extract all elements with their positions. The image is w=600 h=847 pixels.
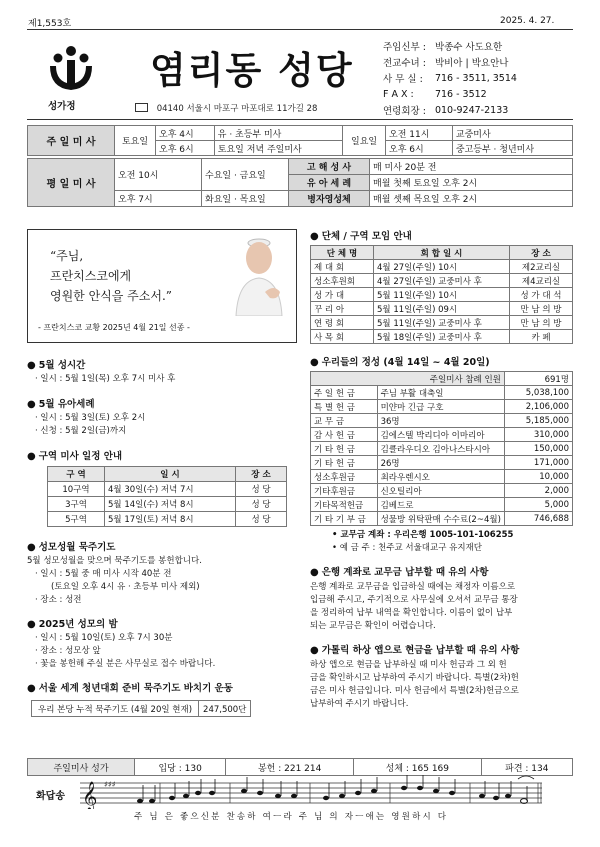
section-bank-notice: ● 은행 계좌로 교무금 납부할 때 유의 사항 [310,567,489,578]
table-cell: 주님 부활 대축일 [377,386,504,400]
table-cell: 성물방 위탁판매 수수료(2~4월) [377,512,504,526]
table-row [311,400,573,414]
contact-value: 박비아 | 박요안나 [434,58,509,69]
bank-notice-text [310,581,573,633]
section-title: 단체 / 구역 모임 안내 [321,231,412,242]
table-cell: 성소후원금 [311,470,378,484]
section-mary-night: ● 2025년 성모의 밤 [27,619,118,630]
holy-family-icon [45,44,97,94]
table-row [48,482,287,497]
hymn-communion: 성체 : 165 169 [353,759,481,776]
section-title: 5월 성시간 [38,360,86,371]
mass-desc: 중고등부 · 청년미사 [452,141,572,156]
column-header: 구 역 [48,467,105,482]
rosary-intro: 5월 성모성월을 맞으며 묵주기도를 봉헌합니다. [27,556,202,566]
section-groups: ● 단체 / 구역 모임 안내 [310,231,412,242]
table-cell: 5,000 [504,498,572,512]
mass-time: 오후 4시 [156,126,215,141]
table-cell: 4월 27일(주일) 교중미사 후 [374,274,510,288]
table-cell: 성 당 [236,497,287,512]
paragraph-line: 을 정리하여 납부 내역을 확인합니다. 이름이 없이 납부 [310,608,513,618]
list-item: · 일시 : 5월 1일(목) 오후 7시 미사 후 [35,374,176,384]
section-title: 구역 미사 일정 안내 [38,451,123,462]
paragraph-line: 되는 교무금은 확인이 어렵습니다. [310,621,436,631]
table-row [311,456,573,470]
table-cell: 4월 27일(주일) 10시 [374,260,510,274]
sunday-label: 일요일 [343,126,386,156]
offerings-table [310,371,573,526]
table-cell: 김베드로 [377,498,504,512]
left-column [27,357,295,717]
mass-desc: 토요일 저녁 주일미사 [214,141,342,156]
address [135,102,317,114]
table-cell: 5구역 [48,512,105,527]
column-header: 일 시 [105,467,236,482]
paragraph-line: 은행 계좌로 교무금을 입금하실 때에는 채정자 이름으로 [310,582,516,592]
cash-notice-text [310,659,573,711]
sunday-mass-label: 주 일 미 사 [28,126,115,156]
contact-label: 주임신부 : [383,42,426,53]
table-cell: 5,185,000 [504,414,572,428]
table-cell: 꾸 리 아 [311,302,374,316]
special-value: 매월 셋째 목요일 오후 2시 [370,191,573,207]
wyd-rosary-count [31,700,251,717]
section-title: 2025년 성모의 밤 [38,619,118,630]
table-cell: 미얀마 긴급 구호 [377,400,504,414]
logo-caption: 성가정 [48,101,76,112]
address-text: 04140 서울시 마포구 마포대로 11가길 28 [156,104,318,114]
mass-desc: 교중미사 [452,126,572,141]
groups-table [310,245,573,344]
table-cell: 사 목 회 [311,330,374,344]
table-cell: 교 무 금 [311,414,378,428]
table-row [311,442,573,456]
table-row [311,470,573,484]
table-row [311,512,573,526]
holy-family-logo [45,44,97,94]
table-row [311,330,573,344]
mass-time: 오전 11시 [386,126,453,141]
paragraph-line: 금은 미사 헌금입니다. 미사 헌금에서 특별(2차)헌금으로 [310,686,519,696]
account-info: • 교무금 계좌 : 우리은행 1005-101-106255 [332,530,514,540]
table-cell: 기 타 헌 금 [311,456,378,470]
quote-box [27,229,297,343]
table-row [311,428,573,442]
table-cell: 감 사 헌 금 [311,428,378,442]
contact-value: 010-9247-2133 [434,104,509,116]
list-item: · 장소 : 성전 [35,595,82,605]
contact-label: F A X : [383,88,414,100]
section-title: 5월 유아세례 [38,399,95,410]
right-column [310,228,573,711]
table-cell: 10구역 [48,482,105,497]
pope-portrait-icon [228,234,290,316]
mass-time: 오후 6시 [386,141,453,156]
section-rosary: ● 성모성월 묵주기도 [27,542,116,553]
table-cell: 2,106,000 [504,400,572,414]
table-cell: 310,000 [504,428,572,442]
music-staff-icon [80,775,542,809]
quote-line: 영원한 안식을 주소서.” [50,289,172,303]
table-cell: 성 당 [236,482,287,497]
weekday-time: 오후 7시 [115,191,202,207]
table-cell: 26명 [377,456,504,470]
table-cell: 주 일 헌 금 [311,386,378,400]
table-cell: 5,038,100 [504,386,572,400]
quote-caption: - 프란치스코 교황 2025년 4월 21일 선종 - [38,323,190,332]
hymn-list [27,758,573,776]
table-cell: 김에스텔 박리디아 이마리아 [377,428,504,442]
list-item: · 일시 : 5월 10일(토) 오후 7시 30분 [35,633,173,643]
section-title: 우리들의 정성 (4월 14일 ~ 4월 20일) [321,357,490,368]
paragraph-line: 납부하여 주시기 바랍니다. [310,699,409,709]
table-row [311,498,573,512]
weekday-mass-label: 평 일 미 사 [28,159,115,207]
account-holder: • 예 금 주 : 천주교 서울대교구 유지재단 [332,543,482,553]
special-value: 매 미사 20분 전 [370,159,573,175]
section-title: 서울 세계 청년대회 준비 묵주기도 바치기 운동 [38,683,233,694]
table-cell: 기타목적헌금 [311,498,378,512]
table-cell: 5월 18일(주일) 교중미사 후 [374,330,510,344]
column-header: 단 체 명 [311,246,374,260]
paragraph-line: 입금해 주시고, 주기적으로 사무실에 오셔서 교무금 통장 [310,595,518,605]
table-cell: 746,688 [504,512,572,526]
table-cell: 성 당 [236,512,287,527]
section-title: 성모성월 묵주기도 [38,542,116,553]
column-header: 장 소 [236,467,287,482]
response-psalm-label: 화답송 [36,791,65,802]
header-rule [27,119,573,120]
mass-time: 오후 6시 [156,141,215,156]
table-cell: 카 페 [510,330,573,344]
table-row [48,512,287,527]
section-district-mass: ● 구역 미사 일정 안내 [27,451,123,462]
table-row [311,414,573,428]
music-staff [80,775,542,809]
section-title: 가톨릭 하상 앱으로 현금을 납부할 때 유의 사항 [321,645,520,656]
table-row [311,386,573,400]
list-item: · 일시 : 5월 3일(토) 오후 2시 [35,413,146,423]
table-cell: 특 별 헌 금 [311,400,378,414]
section-infant-baptism: ● 5월 유아세례 [27,399,95,410]
table-row [311,288,573,302]
mass-schedule [27,125,573,207]
svg-text:𝄞: 𝄞 [82,782,98,809]
table-cell: 기타후원금 [311,484,378,498]
weekday-days: 화요일 · 목요일 [202,191,289,207]
table-cell: 연 령 회 [311,316,374,330]
special-value: 매월 첫째 토요일 오후 2시 [370,175,573,191]
table-cell: 제2교리실 [510,260,573,274]
top-rule [27,29,573,30]
table-cell: 제4교리실 [510,274,573,288]
contact-label: 전교수녀 : [383,58,426,69]
issue-number: 제1,553호 [28,19,72,29]
rosary-count-label: 우리 본당 누적 묵주기도 (4월 20일 현재) [32,701,199,717]
special-label: 유 아 세 례 [289,175,370,191]
saturday-label: 토요일 [115,126,156,156]
table-cell: 36명 [377,414,504,428]
district-mass-table [47,466,287,527]
issue-date: 2025. 4. 27. [500,16,555,26]
parish-name: 염리동 성당 [150,49,354,92]
quote-line: “주님, [50,249,84,263]
table-cell: 김클라우디오 김아나스타시아 [377,442,504,456]
table-row [311,274,573,288]
list-item: · 장소 : 성모상 앞 [35,646,101,656]
weekday-time: 오전 10시 [115,159,202,191]
hymn-entrance: 입당 : 130 [135,759,226,776]
svg-text:♯♯♯: ♯♯♯ [104,780,116,789]
table-cell: 5월 17일(토) 저녁 8시 [105,512,236,527]
attendance-value: 691명 [504,372,572,386]
section-title: 은행 계좌로 교무금 납부할 때 유의 사항 [321,567,489,578]
contact-value: 716 - 3511, 3514 [434,72,517,84]
quote-line: 프란치스코에게 [50,269,132,283]
hymn-offertory: 봉헌 : 221 214 [226,759,354,776]
pope-portrait [228,234,290,316]
table-cell: 만 남 의 방 [510,302,573,316]
table-cell: 5월 11일(주일) 10시 [374,288,510,302]
column-header: 회 합 일 시 [374,246,510,260]
psalm-lyrics: 주 님 은 좋으신분 찬송하 여ㅡ라 주 님 의 자ㅡ애는 영원하시 다 [134,812,449,822]
hymn-recessional: 파견 : 134 [481,759,572,776]
section-may-holy-hour: ● 5월 성시간 [27,360,86,371]
list-item: · 신청 : 5월 2일(금)까지 [35,426,127,436]
mail-icon [135,103,148,112]
special-label: 병자영성체 [289,191,370,207]
contact-list [383,38,520,118]
table-cell: 10,000 [504,470,572,484]
table-cell: 5월 11일(주일) 09시 [374,302,510,316]
table-cell: 3구역 [48,497,105,512]
table-cell: 171,000 [504,456,572,470]
table-cell: 기 타 기 부 금 [311,512,378,526]
table-cell: 4월 30일(수) 저녁 7시 [105,482,236,497]
quote-text [50,246,172,306]
contact-value: 716 - 3512 [434,88,487,100]
table-row [311,302,573,316]
table-cell: 성소후원회 [311,274,374,288]
table-cell: 신오틸리아 [377,484,504,498]
list-item: (토요일 오후 4시 유 · 초등부 미사 제외) [51,582,200,592]
special-label: 고 해 성 사 [289,159,370,175]
paragraph-line: 금을 확인하시고 납부하여 주시기 바랍니다. 특별(2차)헌 [310,673,519,683]
table-cell: 제 대 회 [311,260,374,274]
contact-label: 연령회장 : [383,106,426,117]
table-cell: 성 가 대 석 [510,288,573,302]
rosary-count-value: 247,500단 [199,701,251,717]
contact-label: 사 무 실 : [383,74,423,85]
mass-desc: 유 · 초등부 미사 [214,126,342,141]
section-offerings: ● 우리들의 정성 (4월 14일 ~ 4월 20일) [310,357,490,368]
weekday-days: 수요일 · 금요일 [202,159,289,191]
table-cell: 최라우렌시오 [377,470,504,484]
table-row [311,484,573,498]
table-cell: 5월 14일(수) 저녁 8시 [105,497,236,512]
table-cell: 2,000 [504,484,572,498]
section-wyd: ● 서울 세계 청년대회 준비 묵주기도 바치기 운동 [27,683,233,694]
table-cell: 150,000 [504,442,572,456]
table-cell: 성 가 대 [311,288,374,302]
table-row [48,497,287,512]
paragraph-line: 하상 앱으로 현금을 납부하실 때 미사 헌금과 그 외 헌 [310,660,507,670]
list-item: · 일시 : 5월 중 매 미사 시작 40분 전 [35,569,172,579]
table-cell: 5월 11일(주일) 교중미사 후 [374,316,510,330]
table-cell: 만 남 의 방 [510,316,573,330]
hymn-label: 주일미사 성가 [28,759,135,776]
table-row [311,316,573,330]
attendance-label: 주일미사 참례 인원 [311,372,505,386]
table-cell: 기 타 헌 금 [311,442,378,456]
section-cash-notice: ● 가톨릭 하상 앱으로 현금을 납부할 때 유의 사항 [310,645,520,656]
column-header: 장 소 [510,246,573,260]
contact-value: 박종수 사도요한 [434,42,503,53]
list-item: · 꽃을 봉헌해 주실 분은 사무실로 접수 바랍니다. [35,659,216,669]
table-row [311,260,573,274]
